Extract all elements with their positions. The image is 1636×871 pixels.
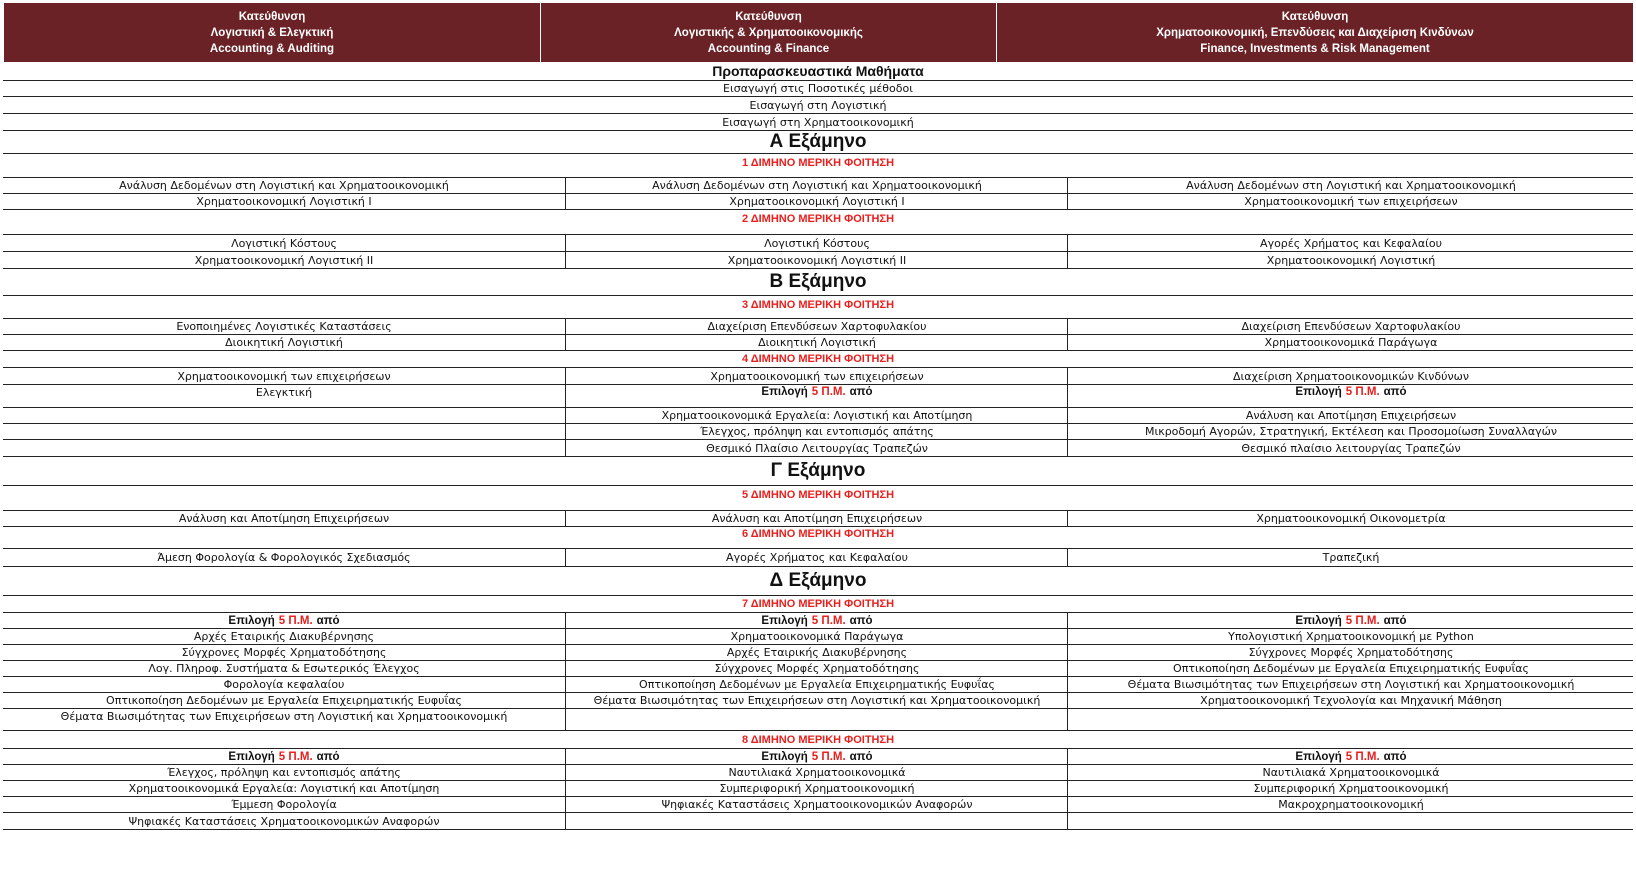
course-cell: Συμπεριφορική Χρηματοοικονομική — [565, 781, 1068, 796]
choice-label: από — [316, 614, 340, 627]
course-cell: Θεσμικό πλαίσιο λειτουργίας Τραπεζών — [1067, 440, 1634, 456]
choice-label: Επιλογή — [1295, 614, 1342, 627]
header-line: Κατεύθυνση — [735, 10, 802, 23]
course-cell: Χρηματοοικονομική Λογιστική — [1067, 252, 1634, 268]
period-row — [3, 731, 1633, 749]
course-cell — [1067, 709, 1634, 730]
course-cell — [1067, 813, 1634, 829]
course-cell: Οπτικοποίηση Δεδομένων με Εργαλεία Επιχειρηματικής Ευφυΐας — [106, 694, 462, 707]
course-cell: Διοικητική Λογιστική — [565, 335, 1068, 350]
header-accounting-finance — [540, 3, 996, 62]
header-line: Λογιστικής & Χρηματοοικονομικής — [674, 26, 863, 39]
course-cell: Έλεγχος, πρόληψη και εντοπισμός απάτης — [167, 766, 401, 779]
choice-label: από — [316, 750, 340, 763]
course-cell: Χρηματοοικονομική των επιχειρήσεων — [565, 368, 1068, 384]
period-row — [3, 527, 1633, 549]
course-row — [3, 693, 1633, 709]
period-label: 6 ΔΙΜΗΝΟ ΜΕΡΙΚΗ ΦΟΙΤΗΣΗ — [741, 528, 895, 540]
course-row — [3, 549, 1633, 567]
course-cell: Χρηματοοικονομική των επιχειρήσεων — [177, 369, 391, 383]
elective-choice — [3, 613, 565, 628]
course-cell: Αρχές Εταιρικής Διακυβέρνησης — [193, 630, 375, 643]
course-cell: Ελεγκτική — [255, 386, 313, 399]
choice-count: 5 Π.Μ. — [811, 614, 846, 627]
prep-row — [3, 114, 1633, 131]
choice-count: 5 Π.Μ. — [278, 614, 313, 627]
semester-title: Β Εξάμηνο — [769, 271, 867, 292]
elective-choice — [565, 613, 1068, 628]
period-label: 1 ΔΙΜΗΝΟ ΜΕΡΙΚΗ ΦΟΙΤΗΣΗ — [741, 157, 895, 169]
course-row — [3, 661, 1633, 677]
choice-count: 5 Π.Μ. — [278, 750, 313, 763]
course-cell: Λογ. Πληροφ. Συστήματα & Εσωτερικός Έλεγχος — [148, 662, 420, 675]
course-cell: Σύγχρονες Μορφές Χρηματοδότησης — [565, 661, 1068, 676]
course-row — [3, 319, 1633, 335]
course-row — [3, 797, 1633, 813]
elective-choice — [3, 749, 565, 764]
course-cell: Αγορές Χρήματος και Κεφαλαίου — [565, 549, 1068, 566]
course-row — [3, 368, 1633, 385]
course-cell: Ενοποιημένες Λογιστικές Καταστάσεις — [176, 320, 392, 333]
course-cell: Οπτικοποίηση Δεδομένων με Εργαλεία Επιχειρηματικής Ευφυΐας — [1067, 661, 1634, 676]
choice-label: από — [1383, 750, 1407, 763]
header-line: Χρηματοοικονομική, Επενδύσεις και Διαχείριση Κινδύνων — [1156, 26, 1474, 39]
course-cell: Ανάλυση Δεδομένων στη Λογιστική και Χρηματοοικονομική — [1067, 178, 1634, 193]
course-row — [3, 194, 1633, 210]
choice-count: 5 Π.Μ. — [1345, 750, 1380, 763]
course-row — [3, 235, 1633, 252]
course-cell: Φορολογία κεφαλαίου — [223, 678, 345, 691]
course-cell: Ανάλυση και Αποτίμηση Επιχειρήσεων — [565, 511, 1068, 526]
period-label: 7 ΔΙΜΗΝΟ ΜΕΡΙΚΗ ΦΟΙΤΗΣΗ — [741, 598, 895, 610]
course-cell: Διοικητική Λογιστική — [225, 336, 343, 349]
choice-label: Επιλογή — [1295, 386, 1342, 398]
header-line: Κατεύθυνση — [238, 10, 306, 23]
period-label: 4 ΔΙΜΗΝΟ ΜΕΡΙΚΗ ΦΟΙΤΗΣΗ — [741, 353, 895, 365]
prep-row — [3, 97, 1633, 114]
course-row — [3, 613, 1633, 629]
choice-label: Επιλογή — [761, 750, 808, 763]
course-row — [3, 511, 1633, 527]
elective-choice — [1067, 385, 1634, 407]
semester-row — [3, 457, 1633, 486]
course-row — [3, 781, 1633, 797]
course-cell: Ανάλυση και Αποτίμηση Επιχειρήσεων — [1067, 408, 1634, 423]
header-line: Accounting & Auditing — [209, 42, 335, 55]
semester-row — [3, 131, 1633, 154]
course-cell: Συμπεριφορική Χρηματοοικονομική — [1067, 781, 1634, 796]
course-cell — [3, 440, 565, 456]
semester-title: Γ Εξάμηνο — [770, 460, 866, 481]
course-cell: Χρηματοοικονομική Λογιστική ΙΙ — [194, 253, 374, 267]
choice-count: 5 Π.Μ. — [1345, 614, 1380, 627]
course-cell: Σύγχρονες Μορφές Χρηματοδότησης — [1067, 645, 1634, 660]
choice-label: Επιλογή — [228, 750, 275, 763]
choice-label: από — [849, 614, 873, 627]
course-row — [3, 178, 1633, 194]
course-cell: Ανάλυση Δεδομένων στη Λογιστική και Χρηματοοικονομική — [565, 178, 1068, 193]
choice-count: 5 Π.Μ. — [1345, 386, 1380, 398]
header-line: Λογιστική & Ελεγκτική — [210, 26, 334, 39]
period-label: 2 ΔΙΜΗΝΟ ΜΕΡΙΚΗ ΦΟΙΤΗΣΗ — [741, 213, 895, 225]
course-cell: Ανάλυση και Αποτίμηση Επιχειρήσεων — [178, 512, 390, 525]
period-row — [3, 210, 1633, 235]
period-row — [3, 296, 1633, 319]
course-cell: Ναυτιλιακά Χρηματοοικονομικά — [565, 765, 1068, 780]
course-cell: Αγορές Χρήματος και Κεφαλαίου — [1067, 235, 1634, 251]
course-cell: Έμμεση Φορολογία — [231, 798, 337, 811]
course-cell: Χρηματοοικονομικά Παράγωγα — [565, 629, 1068, 644]
course-cell — [565, 709, 1068, 730]
course-cell: Λογιστική Κόστους — [231, 236, 337, 250]
course-cell: Θέματα Βιωσιμότητας των Επιχειρήσεων στη Λογιστική και Χρηματοοικονομική — [1067, 677, 1634, 692]
choice-label: από — [849, 750, 873, 763]
course-cell: Τραπεζική — [1067, 549, 1634, 566]
period-row — [3, 154, 1633, 178]
choice-count: 5 Π.Μ. — [811, 750, 846, 763]
choice-label: από — [1383, 386, 1407, 398]
elective-choice — [565, 749, 1068, 764]
course-cell: Διαχείριση Επενδύσεων Χαρτοφυλακίου — [1067, 319, 1634, 334]
course-cell: Χρηματοοικονομική Τεχνολογία και Μηχανική Μάθηση — [1067, 693, 1634, 708]
header-line: Κατεύθυνση — [1281, 10, 1349, 23]
course-cell: Ψηφιακές Καταστάσεις Χρηματοοικονομικών Αναφορών — [565, 797, 1068, 812]
course-row — [3, 709, 1633, 731]
prep-row — [3, 81, 1633, 97]
period-label: 5 ΔΙΜΗΝΟ ΜΕΡΙΚΗ ΦΟΙΤΗΣΗ — [741, 489, 895, 501]
semester-title: Δ Εξάμηνο — [769, 570, 867, 591]
course-cell: Διαχείριση Χρηματοοικονομικών Κινδύνων — [1067, 368, 1634, 384]
course-row — [3, 424, 1633, 440]
course-cell: Χρηματοοικονομική Λογιστική ΙΙ — [565, 252, 1068, 268]
course-cell: Χρηματοοικονομικά Εργαλεία: Λογιστική και Αποτίμηση — [128, 782, 440, 795]
period-label: 3 ΔΙΜΗΝΟ ΜΕΡΙΚΗ ΦΟΙΤΗΣΗ — [741, 299, 895, 311]
course-cell: Χρηματοοικονομική Οικονομετρία — [1067, 511, 1634, 526]
course-cell — [3, 424, 565, 439]
course-row — [3, 645, 1633, 661]
course-cell: Έλεγχος, πρόληψη και εντοπισμός απάτης — [565, 424, 1068, 439]
course-cell: Μικροδομή Αγορών, Στρατηγική, Εκτέλεση και Προσομοίωση Συναλλαγών — [1067, 424, 1634, 439]
course-cell: Μακροχρηματοοικονομική — [1067, 797, 1634, 812]
course-row — [3, 408, 1633, 424]
header-line: Accounting & Finance — [707, 42, 830, 55]
prep-title-row — [3, 62, 1633, 81]
period-label: 8 ΔΙΜΗΝΟ ΜΕΡΙΚΗ ΦΟΙΤΗΣΗ — [741, 733, 895, 746]
course-cell: Υπολογιστική Χρηματοοικονομική με Python — [1067, 629, 1634, 644]
course-cell: Ναυτιλιακά Χρηματοοικονομικά — [1067, 765, 1634, 780]
choice-label: Επιλογή — [761, 614, 808, 627]
course-cell: Άμεση Φορολογία & Φορολογικός Σχεδιασμός — [157, 551, 411, 564]
choice-label: Επιλογή — [761, 386, 808, 398]
period-row — [3, 351, 1633, 368]
course-cell: Σύγχρονες Μορφές Χρηματοδότησης — [181, 646, 387, 659]
choice-count: 5 Π.Μ. — [811, 386, 846, 398]
course-cell: Θέματα Βιωσιμότητας των Επιχειρήσεων στη Λογιστική και Χρηματοοικονομική — [565, 693, 1068, 708]
prep-course: Εισαγωγή στις Ποσοτικές μέθοδοι — [723, 82, 913, 95]
prep-course: Εισαγωγή στη Χρηματοοικονομική — [722, 115, 914, 129]
period-row — [3, 486, 1633, 511]
header-accounting-auditing — [3, 3, 540, 62]
choice-label: από — [849, 386, 873, 398]
prep-title: Προπαρασκευαστικά Μαθήματα — [712, 63, 924, 79]
course-cell: Χρηματοοικονομικά Εργαλεία: Λογιστική και Αποτίμηση — [565, 408, 1068, 423]
course-cell: Χρηματοοικονομική των επιχειρήσεων — [1067, 194, 1634, 209]
course-cell: Χρηματοοικονομική Λογιστική Ι — [565, 194, 1068, 209]
course-row — [3, 677, 1633, 693]
course-row — [3, 252, 1633, 269]
course-cell: Διαχείριση Επενδύσεων Χαρτοφυλακίου — [565, 319, 1068, 334]
course-cell — [3, 408, 565, 423]
period-row — [3, 596, 1633, 613]
elective-choice — [1067, 749, 1634, 764]
elective-choice — [1067, 613, 1634, 628]
course-row — [3, 440, 1633, 457]
course-row — [3, 629, 1633, 645]
elective-choice — [565, 385, 1068, 407]
course-cell: Λογιστική Κόστους — [565, 235, 1068, 251]
course-cell: Αρχές Εταιρικής Διακυβέρνησης — [565, 645, 1068, 660]
course-cell: Ανάλυση Δεδομένων στη Λογιστική και Χρηματοοικονομική — [119, 179, 449, 192]
semester-row — [3, 269, 1633, 296]
course-cell: Οπτικοποίηση Δεδομένων με Εργαλεία Επιχειρηματικής Ευφυΐας — [565, 677, 1068, 692]
choice-label: Επιλογή — [228, 614, 275, 627]
course-row — [3, 335, 1633, 351]
course-row — [3, 765, 1633, 781]
course-cell: Θέματα Βιωσιμότητας των Επιχειρήσεων στη Λογιστική και Χρηματοοικονομική — [60, 710, 508, 723]
choice-label: Επιλογή — [1295, 750, 1342, 763]
course-row — [3, 813, 1633, 830]
course-row — [3, 385, 1633, 408]
course-cell: Θεσμικό Πλαίσιο Λειτουργίας Τραπεζών — [565, 440, 1068, 456]
header-line: Finance, Investments & Risk Management — [1200, 42, 1430, 55]
prep-course: Εισαγωγή στη Λογιστική — [749, 98, 887, 112]
course-row — [3, 749, 1633, 765]
course-cell: Χρηματοοικονομικά Παράγωγα — [1067, 335, 1634, 350]
course-cell: Ψηφιακές Καταστάσεις Χρηματοοικονομικών Αναφορών — [128, 814, 440, 828]
choice-label: από — [1383, 614, 1407, 627]
semester-row — [3, 567, 1633, 596]
course-cell — [565, 813, 1068, 829]
semester-title: Α Εξάμηνο — [769, 131, 867, 152]
course-cell: Χρηματοοικονομική Λογιστική Ι — [196, 195, 372, 208]
header-finance-investments — [996, 3, 1633, 62]
